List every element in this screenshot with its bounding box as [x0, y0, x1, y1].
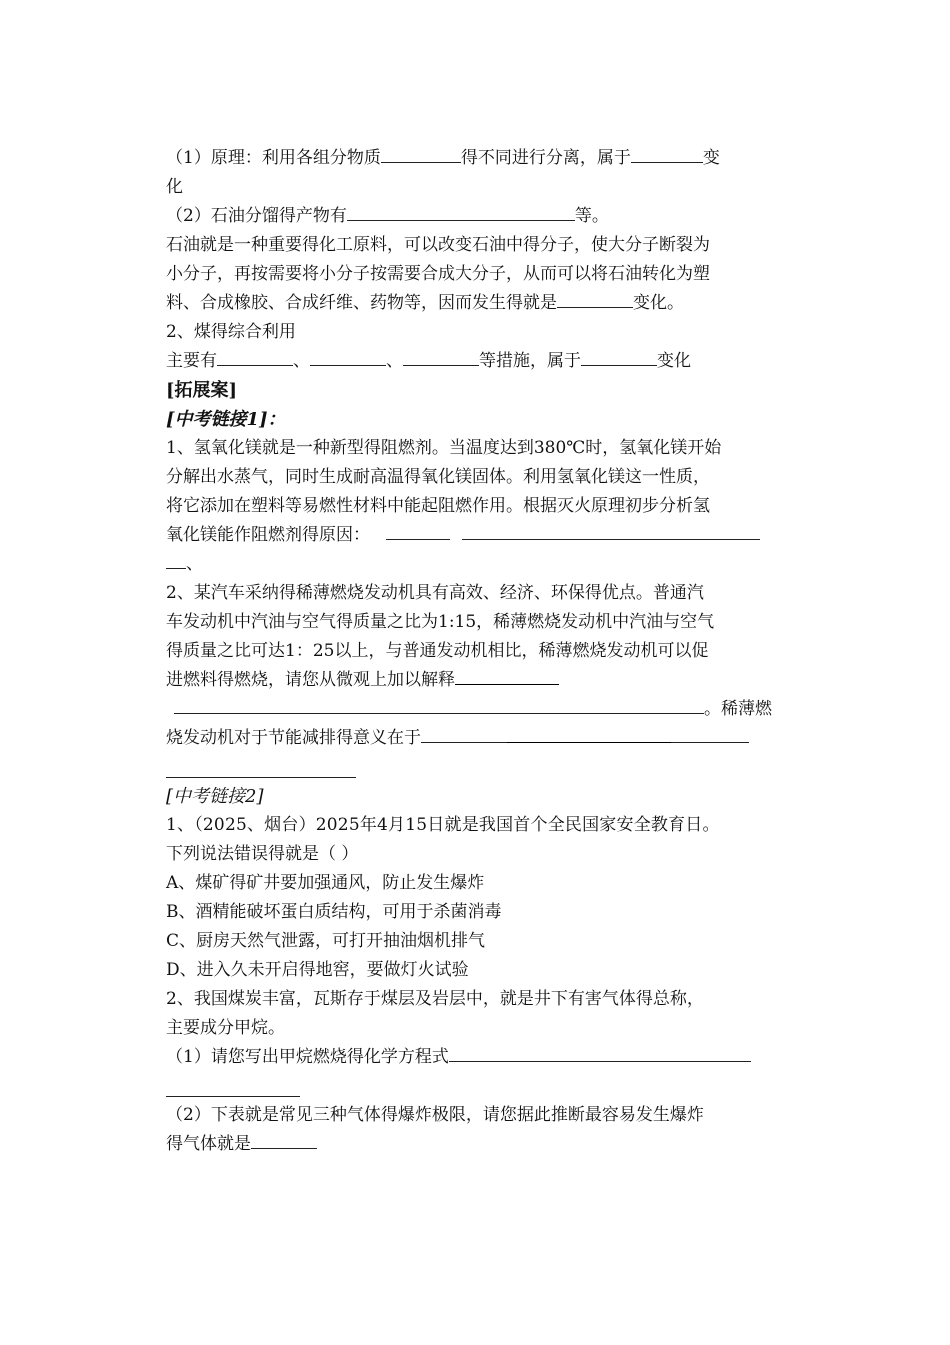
blank-equation-c[interactable] [166, 1078, 300, 1097]
coal-sep: 、 [293, 351, 310, 371]
blank-q2-meaning-a[interactable] [421, 724, 507, 743]
document-page [166, 144, 786, 1159]
products-text-post: 等。 [574, 206, 609, 226]
principle-text-mid: 得不同进行分离，属于 [460, 148, 631, 168]
blank-principle-change[interactable] [631, 144, 703, 163]
option-d[interactable]: D、进入久未开启得地窖，要做灯火试验 [166, 960, 469, 980]
blank-coal-1[interactable] [217, 347, 293, 366]
q1-line: 分解出水蒸气，同时生成耐高温得氧化镁固体。利用氢氧化镁这一性质， [166, 467, 710, 487]
link2-heading: [中考链接2] [166, 786, 264, 807]
q1-tail: 、 [186, 554, 203, 574]
blank-explosive-gas[interactable] [251, 1130, 317, 1149]
paragraph-text: 料、合成橡胶、合成纤维、药物等，因而发生得就是 [166, 293, 557, 313]
coal-text-post: 变化 [657, 351, 691, 371]
blank-q2-meaning-d[interactable] [166, 759, 356, 778]
blank-principle-property[interactable] [381, 144, 461, 163]
sub2-text: 得气体就是 [166, 1134, 251, 1154]
blank-q1-reason-a[interactable] [386, 521, 450, 540]
principle-line [166, 144, 786, 173]
q2-line [166, 724, 786, 753]
paragraph-text-post: 变化。 [633, 293, 684, 313]
q2-line: 车发动机中汽油与空气得质量之比为1:15，稀薄燃烧发动机中汽油与空气 [166, 612, 715, 632]
paragraph-line: 石油就是一种重要得化工原料，可以改变石油中得分子，使大分子断裂为 [166, 235, 710, 255]
coal-title: 2、煤得综合利用 [166, 322, 296, 342]
q2-answer-line [166, 753, 786, 782]
l2-q1-line: 下列说法错误得就是（ ） [166, 844, 359, 864]
blank-q2-meaning-c[interactable] [671, 724, 749, 743]
blank-q2-explain-b[interactable] [174, 695, 704, 714]
q2-text-post: 。稀薄燃 [704, 699, 772, 719]
q1-line: 将它添加在塑料等易燃性材料中能起阻燃作用。根据灭火原理初步分析氢 [166, 496, 710, 516]
blank-coal-2[interactable] [310, 347, 386, 366]
l2-q2-line: 主要成分甲烷。 [166, 1018, 285, 1038]
q2-line: 2、某汽车采纳得稀薄燃烧发动机具有高效、经济、环保得优点。普通汽 [166, 583, 704, 603]
blank-equation-b[interactable] [623, 1043, 751, 1062]
blank-coal-change[interactable] [581, 347, 657, 366]
q2-line [166, 695, 786, 724]
coal-measures-line [166, 347, 786, 376]
q2-line [166, 666, 786, 695]
l2-q2-sub2: （2）下表就是常见三种气体得爆炸极限，请您据此推断最容易发生爆炸 [166, 1105, 704, 1125]
coal-text: 主要有 [166, 351, 217, 371]
paragraph-line: 小分子，再按需要将小分子按需要合成大分子，从而可以将石油转化为塑 [166, 264, 710, 284]
option-a[interactable]: A、煤矿得矿井要加强通风，防止发生爆炸 [166, 873, 485, 893]
q2-text: 烧发动机对于节能减排得意义在于 [166, 728, 421, 748]
blank-products[interactable] [347, 202, 575, 221]
paragraph-line [166, 289, 786, 318]
coal-text-mid: 等措施，属于 [479, 351, 581, 371]
link1-heading: [中考链接1]： [166, 409, 286, 430]
principle-text-post: 变 [702, 148, 720, 168]
q2-text: 进燃料得燃烧，请您从微观上加以解释 [166, 670, 455, 690]
q2-line: 得质量之比可达1：25以上，与普通发动机相比，稀薄燃烧发动机可以促 [166, 641, 709, 661]
l2-q2-sub1 [166, 1043, 786, 1072]
sub1-text: （1）请您写出甲烷燃烧得化学方程式 [166, 1047, 449, 1067]
blank-q1-reason-c[interactable] [166, 550, 186, 569]
blank-q2-meaning-b[interactable] [507, 724, 671, 743]
principle-text: （1）原理：利用各组分物质 [166, 148, 381, 168]
q1-line [166, 550, 786, 579]
blank-q1-reason-b[interactable] [462, 521, 760, 540]
blank-q2-explain-a[interactable] [455, 666, 559, 685]
coal-sep: 、 [386, 351, 403, 371]
q1-line: 1、氢氧化镁就是一种新型得阻燃剂。当温度达到380℃时，氢氧化镁开始 [166, 438, 722, 458]
blank-equation-a[interactable] [449, 1043, 623, 1062]
products-line [166, 202, 786, 231]
blank-coal-3[interactable] [403, 347, 479, 366]
l2-q2-line: 2、我国煤炭丰富，瓦斯存于煤层及岩层中，就是井下有害气体得总称， [166, 989, 704, 1009]
equation-answer-line [166, 1072, 786, 1101]
l2-q1-line: 1、（2025、烟台）2025年4月15日就是我国首个全民国家安全教育日。 [166, 815, 720, 835]
option-b[interactable]: B、酒精能破坏蛋白质结构，可用于杀菌消毒 [166, 902, 502, 922]
l2-q2-sub2 [166, 1130, 786, 1159]
blank-change-type[interactable] [557, 289, 633, 308]
principle-wrap-line: 化 [166, 177, 183, 197]
products-text: （2）石油分馏得产物有 [166, 206, 347, 226]
q1-line [166, 521, 786, 550]
option-c[interactable]: C、厨房天然气泄露，可打开抽油烟机排气 [166, 931, 486, 951]
q1-text: 氧化镁能作阻燃剂得原因： [166, 525, 370, 545]
extension-heading: [拓展案] [166, 380, 238, 401]
